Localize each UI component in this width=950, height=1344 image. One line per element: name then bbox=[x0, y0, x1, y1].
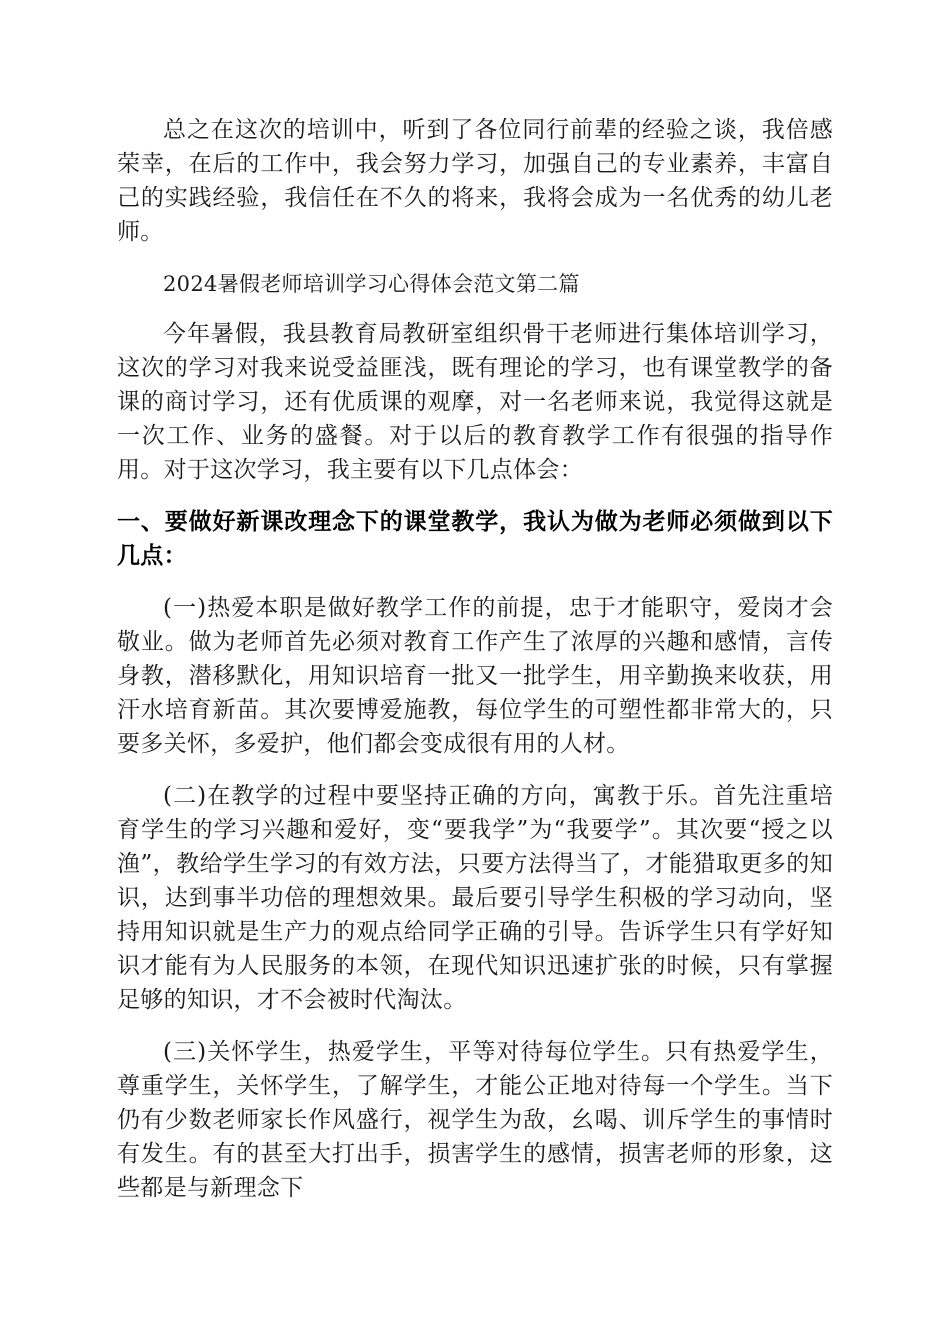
document-body bbox=[117, 113, 833, 1205]
paragraph-closing: 总之在这次的培训中，听到了各位同行前辈的经验之谈，我倍感荣幸，在后的工作中，我会努力学习，加强自己的专业素养，丰富自己的实践经验，我信任在不久的将来，我将会成为一名优秀的幼儿老师。 bbox=[117, 117, 833, 245]
paragraph-intro: 今年暑假，我县教育局教研室组织骨干老师进行集体培训学习，这次的学习对我来说受益匪浅，既有理论的学习，也有课堂教学的备课的商讨学习，还有优质课的观摩，对一名老师来说，我觉得这就是一次工作、业务的盛餐。对于以后的教育教学工作有很强的指导作用。对于这次学习，我主要有以下几点体会： bbox=[117, 321, 833, 483]
item-3: (三)关怀学生，热爱学生，平等对待每位学生。只有热爱学生，尊重学生，关怀学生，了解学生，才能公正地对待每一个学生。当下仍有少数老师家长作风盛行，视学生为敌，幺喝、训斥学生的事情时有发生。有的甚至大打出手，损害学生的感情，损害老师的形象，这些都是与新理念下 bbox=[117, 1039, 833, 1201]
item-1: (一)热爱本职是做好教学工作的前提，忠于才能职守，爱岗才会敬业。做为老师首先必须对教育工作产生了浓厚的兴趣和感情，言传身教，潜移默化，用知识培育一批又一批学生，用辛勤换来收获，用汗水培育新苗。其次要博爱施教，每位学生的可塑性都非常大的，只要多关怀，多爱护，他们都会变成很有用的人材。 bbox=[117, 595, 833, 757]
heading-1: 一、要做好新课改理念下的课堂教学，我认为做为老师必须做到以下几点： bbox=[117, 509, 833, 569]
item-2: (二)在教学的过程中要坚持正确的方向，寓教于乐。首先注重培育学生的学习兴趣和爱好，变“要我学”为“我要学”。其次要“授之以渔”，教给学生学习的有效方法，只要方法得当了，才能猎取更多的知识，达到事半功倍的理想效果。最后要引导学生积极的学习动向，坚持用知识就是生产力的观点给同学正确的引导。告诉学生只有学好知识才能有为人民服务的本领，在现代知识迅速扩张的时候，只有掌握足够的知识，才不会被时代淘汰。 bbox=[117, 783, 833, 1013]
section-title: 2024暑假老师培训学习心得体会范文第二篇 bbox=[163, 272, 580, 296]
